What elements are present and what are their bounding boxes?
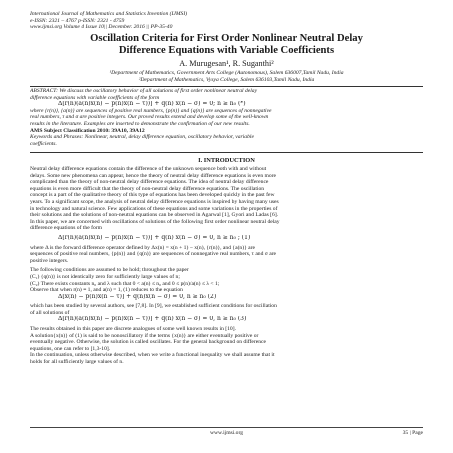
affiliation-2: ²Department of Mathematics, Vysya College, Salem 636103,Tamil Nadu, India xyxy=(138,77,315,83)
body-line: equations is even more difficult that the theory of non-neutral delay difference equations. The oscillation xyxy=(30,185,265,192)
condition-c2: (C₂) There exists constants n₀ and λ such that 0 < a(n) ≤ n₀ and 0 ≤ p(n)/a(n) ≤ λ < 1; xyxy=(30,280,220,287)
footer-url[interactable]: www.ijmsi.org xyxy=(209,430,244,436)
paper-title xyxy=(30,33,423,57)
body-line: difference equations of the form xyxy=(30,225,102,232)
introduction-text xyxy=(30,166,423,366)
journal-name: International Journal of Mathematics and Statistics Invention (IJMSI) xyxy=(30,11,188,17)
equation-2: Δ[x(n) − p(n)x(n − τ)] + q(n)x(n − σ) = 0, n ≥ n₀ (2) xyxy=(58,293,217,300)
equation-3: Δ[r(n)(a(n)x(n) − p(n)x(n − τ))] + q(n) x(n − σ) = 0, n ≥ n₀ (3) xyxy=(58,316,247,323)
footer-rule xyxy=(30,427,423,428)
body-line: where Δ is the forward difference operator defined by Δx(n) = x(n + 1) − x(n), {r(n)}, and {a(n)} are xyxy=(30,244,256,251)
body-line: eventually negative. Otherwise, the solution is called oscillates. For the general background on difference xyxy=(30,339,266,346)
body-line: of all solutions of xyxy=(30,309,70,316)
affiliation-1: ¹Department of Mathematics, Government Arts College (Autonomous), Salem 636007,Tamil Nadu, India xyxy=(109,70,344,76)
ams-classification: AMS Subject Classification 2010: 39A10, 39A12 xyxy=(30,127,145,134)
body-line: concept is a part of the qualitative theory of this type of equations has been developed quickly in the past few xyxy=(30,192,275,199)
title-line-1: Oscillation Criteria for First Order Nonlinear Neutral Delay xyxy=(90,33,363,44)
page-footer xyxy=(30,430,423,440)
abstract-equation: Δ[r(n)(a(n)x(n) − p(n)x(n − τ))] + q(n) x(n − σ) = 0; n ≥ n₀ (*) xyxy=(58,101,246,108)
keywords-line: coefficients. xyxy=(30,140,57,147)
body-line: The results obtained in this paper are discrete analogues of some well known results in [10]. xyxy=(30,326,236,333)
section-heading: I. INTRODUCTION xyxy=(198,157,255,164)
body-line: which has been studied by several authors, see [7,8]. In [9], we established sufficient conditions for oscillation xyxy=(30,303,277,310)
body-line: The following conditions are assumed to be hold; throughout the paper xyxy=(30,267,189,274)
authors: A. Murugesan¹, R. Suganthi² xyxy=(179,59,274,68)
page-number: 35 | Page xyxy=(402,430,423,436)
body-line: In the continuation, unless otherwise described, when we write a functional inequality we shall assume that it xyxy=(30,352,275,359)
abstract-line: where {r(n)}, {a(n)} are sequences of positive real numbers, {p(n)} and {q(n)} are sequences of nonnegative xyxy=(30,107,272,114)
abstract-line: ABSTRACT: We discuss the oscillatory behavior of all solutions of first order nonlinear neutral delay xyxy=(30,88,258,94)
body-line: equations, one can refer to [1,3-10]. xyxy=(30,345,111,352)
equation-1: Δ[r(n)(a(n)x(n) − p(n)x(n − τ))] + q(n) x(n − σ) = 0, n ≥ n₀ ; (1) xyxy=(58,234,251,241)
body-line: Neutral delay difference equations contain the difference of the unknown sequence both with and without xyxy=(30,166,267,172)
condition-c1: (C₁) {q(n)} is not identically zero for sufficiently large values of n; xyxy=(30,273,180,280)
body-line: delays. Some new phenomena can appear, hence the theory of neutral delay difference equations is even more xyxy=(30,172,277,179)
abstract xyxy=(30,88,423,147)
abstract-bottom-rule xyxy=(30,152,423,153)
abstract-line: difference equations with variable coefficients of the form xyxy=(30,94,160,101)
abstract-top-rule xyxy=(30,86,423,87)
keywords-line: Keywords and Phrases: Nonlinear, neutral, delay difference equation, oscillatory behavior, variable xyxy=(30,134,254,141)
body-line: complicated than the theory of non-neutral delay difference equations. The idea of neutral delay difference xyxy=(30,179,269,186)
body-line: In this paper, we are concerned with oscillations of solutions of the following first order nonlinear neutral delay xyxy=(30,218,280,225)
abstract-line: real numbers, τ and σ are positive integers. Our proved results extend and develop some of the well-known xyxy=(30,114,269,121)
body-line: sequences of positive real numbers, {p(n)} and {q(n)} are sequences of nonnegative real numbers, τ and σ are xyxy=(30,251,277,258)
title-line-2: Difference Equations with Variable Coefficients xyxy=(118,45,335,56)
body-line: A solution{x(n)} of (1) is said to be nonoscillatory if the terms {x(n)} are either eventually positive or xyxy=(30,332,259,339)
body-line: positive integers. xyxy=(30,257,69,264)
body-line: their solutions and the solutions of non-neutral equations can be observed in Agarwal [1], Gyori and Ladas [6]. xyxy=(30,212,279,219)
body-line: Observe that when r(n) ≡ 1, and a(n) = 1, (1) reduces to the equation xyxy=(30,287,183,294)
body-line: holds for all sufficiently large values of n. xyxy=(30,359,124,366)
abstract-line: results in the literature. Examples are inserted to demonstrate the confirmation of our new results. xyxy=(30,120,250,127)
issn-line: e-ISSN: 2321 – 4767 p-ISSN: 2321 - 4759 xyxy=(30,17,125,24)
body-line: years. To a significant scope, the analysis of neutral delay difference equations is inspired by having many uses xyxy=(30,198,279,205)
volume-line: www.ijmsi.org Volume 4 Issue 10|| December. 2016 || PP-35-40 xyxy=(30,24,173,30)
body-line: in technology and natural science. Few applications of these equations and some variations in the properties of xyxy=(30,205,278,212)
